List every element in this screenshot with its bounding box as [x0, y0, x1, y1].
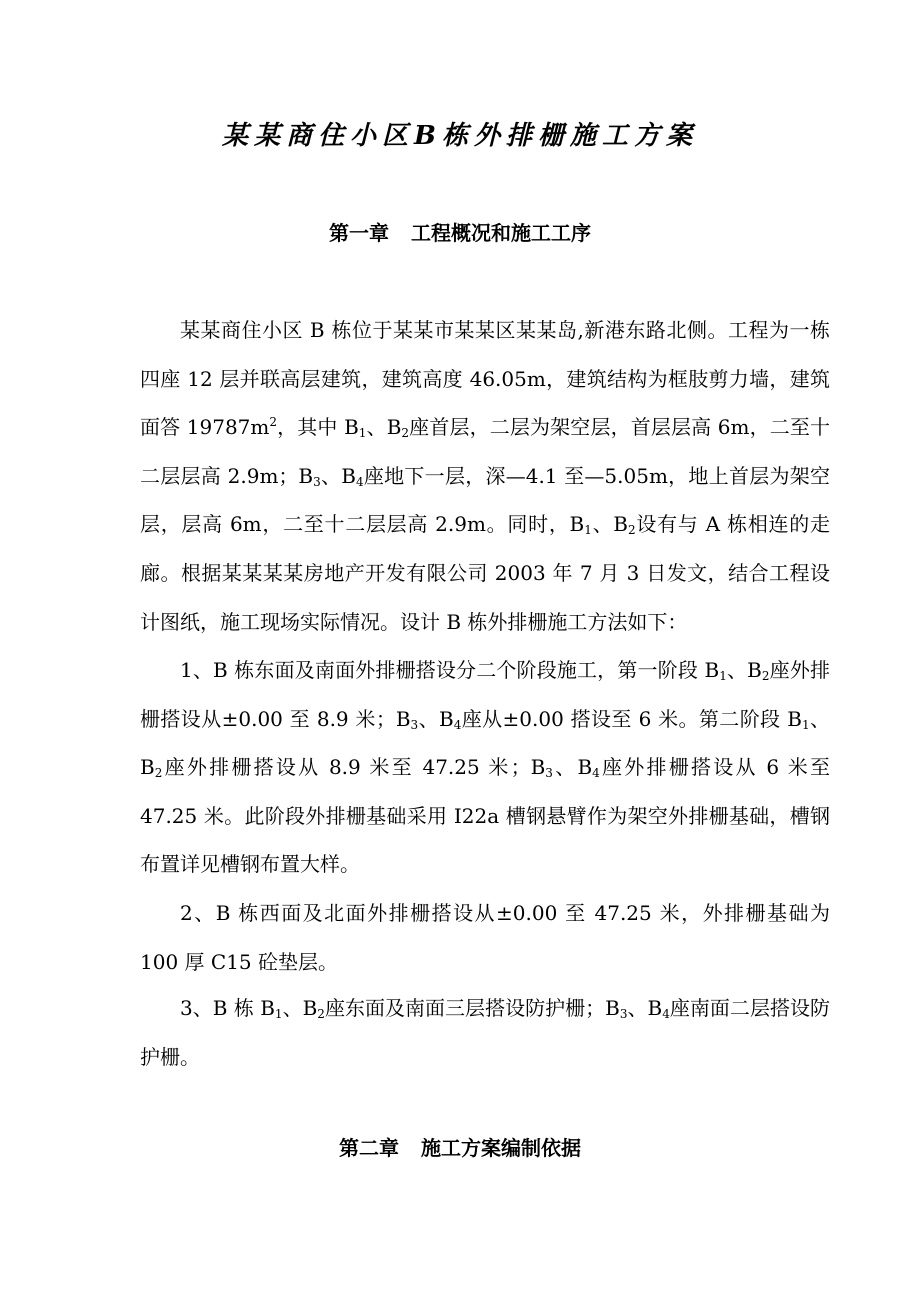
- item-text: 、B: [418, 706, 454, 731]
- subscript: 2: [628, 523, 636, 538]
- subscript: 1: [358, 426, 367, 441]
- chapter-2-heading: [0, 1133, 920, 1163]
- intro-text: 、B: [591, 512, 629, 537]
- subscript: 1: [801, 717, 810, 732]
- item-text: 3、B 栋 B: [180, 996, 275, 1020]
- subscript: 2: [317, 1007, 325, 1021]
- intro-text: 设有与 A 栋相连的走廊。根据某某某某房地产开发有限公司 2003 年 7 月 3 日发文，结合工程设计图纸，施工现场实际情况。设计 B 栋外排栅施工方法如下：: [140, 512, 830, 634]
- item-text: 座外排栅搭设从 8.9 米至 47.25 米；B: [162, 755, 546, 780]
- item-text: 座南面二层搭设防护栅。: [140, 996, 830, 1069]
- item-text: 座东面及南面三层搭设防护栅；B: [324, 996, 620, 1020]
- subscript: 4: [662, 1007, 670, 1021]
- subscript: 3: [619, 1007, 628, 1021]
- subscript: 4: [592, 766, 600, 781]
- subscript: 2: [154, 766, 163, 781]
- item-text: 、B: [282, 996, 318, 1020]
- subscript: 1: [584, 523, 592, 538]
- document-title: 某某商住小区B栋外排栅施工方案: [222, 121, 698, 151]
- subscript: 3: [545, 766, 553, 781]
- item-text: 、B: [552, 755, 593, 780]
- item-text: 、B: [726, 658, 762, 682]
- intro-paragraph: [140, 306, 830, 646]
- subscript: 3: [410, 717, 419, 732]
- subscript: 4: [453, 717, 462, 732]
- item-text: 、B: [627, 996, 663, 1020]
- subscript: 1: [719, 669, 727, 683]
- intro-text: 某某商住小区 B 栋位于某某市某某区某某岛,新港东路北侧。工程为一栋四座 12 层并联高层建筑，建筑高度 46.05m，建筑结构为框肢剪力墙，建筑面答 19787m: [140, 318, 830, 440]
- chapter-2-title: 施工方案编制依据: [421, 1136, 581, 1160]
- superscript: 2: [269, 415, 278, 430]
- intro-text: ，其中 B: [277, 415, 359, 440]
- subscript: 2: [761, 669, 770, 683]
- subscript: 4: [356, 474, 364, 489]
- intro-text: 、B: [366, 415, 402, 440]
- item-3-paragraph: [140, 984, 830, 1081]
- subscript: 3: [313, 474, 321, 489]
- subscript: 2: [401, 426, 410, 441]
- chapter-1-number: 第一章: [329, 221, 389, 245]
- subscript: 1: [274, 1007, 283, 1021]
- intro-text: 座首层，二层为架空层，首层层高 6m，二至十二层层高 2.9m；B: [140, 415, 831, 488]
- intro-text: 、B: [320, 463, 356, 488]
- item-2-paragraph: 2、B 栋西面及北面外排栅搭设从±0.00 至 47.25 米，外排栅基础为 100 厚 C15 砼垫层。: [140, 901, 830, 974]
- chapter-1-heading: [0, 218, 920, 248]
- item-text: 座从±0.00 搭设至 6 米。第二阶段 B: [461, 706, 802, 731]
- intro-text: 座地下一层，深—4.1 至—5.05m，地上首层为架空层，层高 6m，二至十二层层高 2.9m。同时，B: [140, 463, 830, 537]
- item-text: 1、B 栋东面及南面外排栅搭设分二个阶段施工，第一阶段 B: [180, 658, 720, 682]
- item-1-paragraph: [140, 646, 830, 889]
- item-text: 座外排栅搭设从±0.00 至 8.9 米；B: [140, 658, 831, 731]
- chapter-2-number: 第二章: [339, 1136, 399, 1160]
- chapter-1-title: 工程概况和施工工序: [411, 221, 591, 245]
- item-text: 座外排栅搭设从 6 米至 47.25 米。此阶段外排栅基础采用 I22a 槽钢悬臂作为架空外排栅基础，槽钢布置详见槽钢布置大样。: [140, 755, 830, 877]
- item-text: 、B: [140, 706, 831, 780]
